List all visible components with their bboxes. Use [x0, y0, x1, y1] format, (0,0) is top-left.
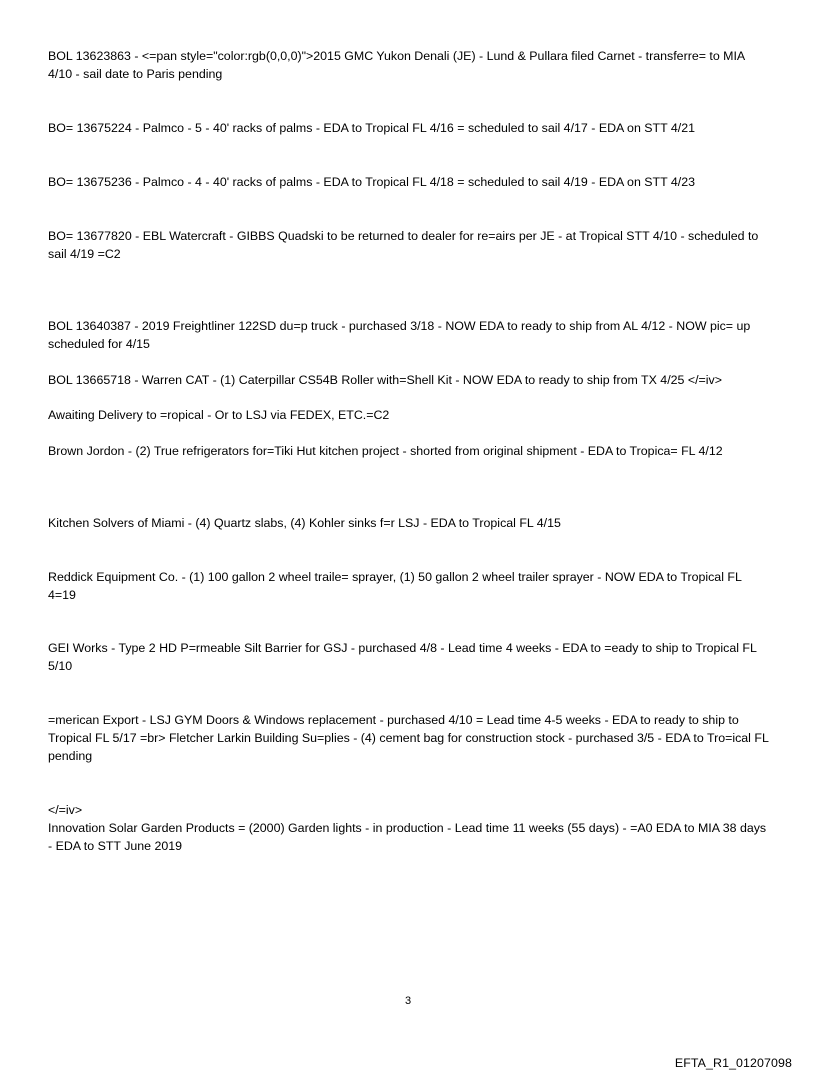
paragraph-bol-13623863: BOL 13623863 - <=pan style="color:rgb(0,0,0)">2015 GMC Yukon Denali (JE) - Lund & Pullara filed Carnet - transferre= to MIA 4/10 - sail date to Paris pending	[48, 49, 745, 81]
paragraph-div-close: </=iv>	[48, 803, 83, 817]
paragraph-bol-13640387: BOL 13640387 - 2019 Freightliner 122SD du=p truck - purchased 3/18 - NOW EDA to ready to ship from AL 4/12 - NOW pic= up scheduled for 4/15	[48, 319, 751, 351]
paragraph-kitchen-solvers: Kitchen Solvers of Miami - (4) Quartz slabs, (4) Kohler sinks f=r LSJ - EDA to Tropical FL 4/15	[48, 516, 561, 530]
paragraph-innovation-solar: Innovation Solar Garden Products = (2000) Garden lights - in production - Lead time 11 weeks (55 days) - =A0 EDA to MIA 38 days - EDA to STT June 2019	[48, 821, 767, 853]
paragraph-american-export: =merican Export - LSJ GYM Doors & Windows replacement - purchased 4/10 = Lead time 4-5 weeks - EDA to ready to ship to Tropical FL 5/17 =br> Fletcher Larkin Building Su=plies - (4) cement bag for construction stock - purchased 3/5 - EDA to Tro=ical FL pending	[48, 713, 769, 763]
paragraph-reddick-equipment: Reddick Equipment Co. - (1) 100 gallon 2 wheel traile= sprayer, (1) 50 gallon 2 wheel trailer sprayer - NOW EDA to Tropical FL 4=19	[48, 570, 742, 602]
paragraph-brown-jordon: Brown Jordon - (2) True refrigerators for=Tiki Hut kitchen project - shorted from original shipment - EDA to Tropica= FL 4/12	[48, 444, 723, 458]
bates-number: EFTA_R1_01207098	[674, 1056, 792, 1070]
paragraph-bol-13665718: BOL 13665718 - Warren CAT - (1) Caterpillar CS54B Roller with=Shell Kit - NOW EDA to ready to ship from TX 4/25 </=iv>	[48, 373, 722, 387]
paragraph-bol-13677820: BO= 13677820 - EBL Watercraft - GIBBS Quadski to be returned to dealer for re=airs per JE - at Tropical STT 4/10 - scheduled to sail 4/19 =C2	[48, 229, 759, 261]
paragraph-gei-works: GEI Works - Type 2 HD P=rmeable Silt Barrier for GSJ - purchased 4/8 - Lead time 4 weeks - EDA to =eady to ship to Tropical FL 5/10	[48, 641, 757, 673]
paragraph-awaiting-delivery: Awaiting Delivery to =ropical - Or to LSJ via FEDEX, ETC.=C2	[48, 408, 390, 422]
paragraph-bol-13675224: BO= 13675224 - Palmco - 5 - 40' racks of palms - EDA to Tropical FL 4/16 = scheduled to sail 4/17 - EDA on STT 4/21	[48, 121, 696, 135]
page-number: 3	[404, 995, 412, 1007]
paragraph-bol-13675236: BO= 13675236 - Palmco - 4 - 40' racks of palms - EDA to Tropical FL 4/18 = scheduled to sail 4/19 - EDA on STT 4/23	[48, 175, 696, 189]
